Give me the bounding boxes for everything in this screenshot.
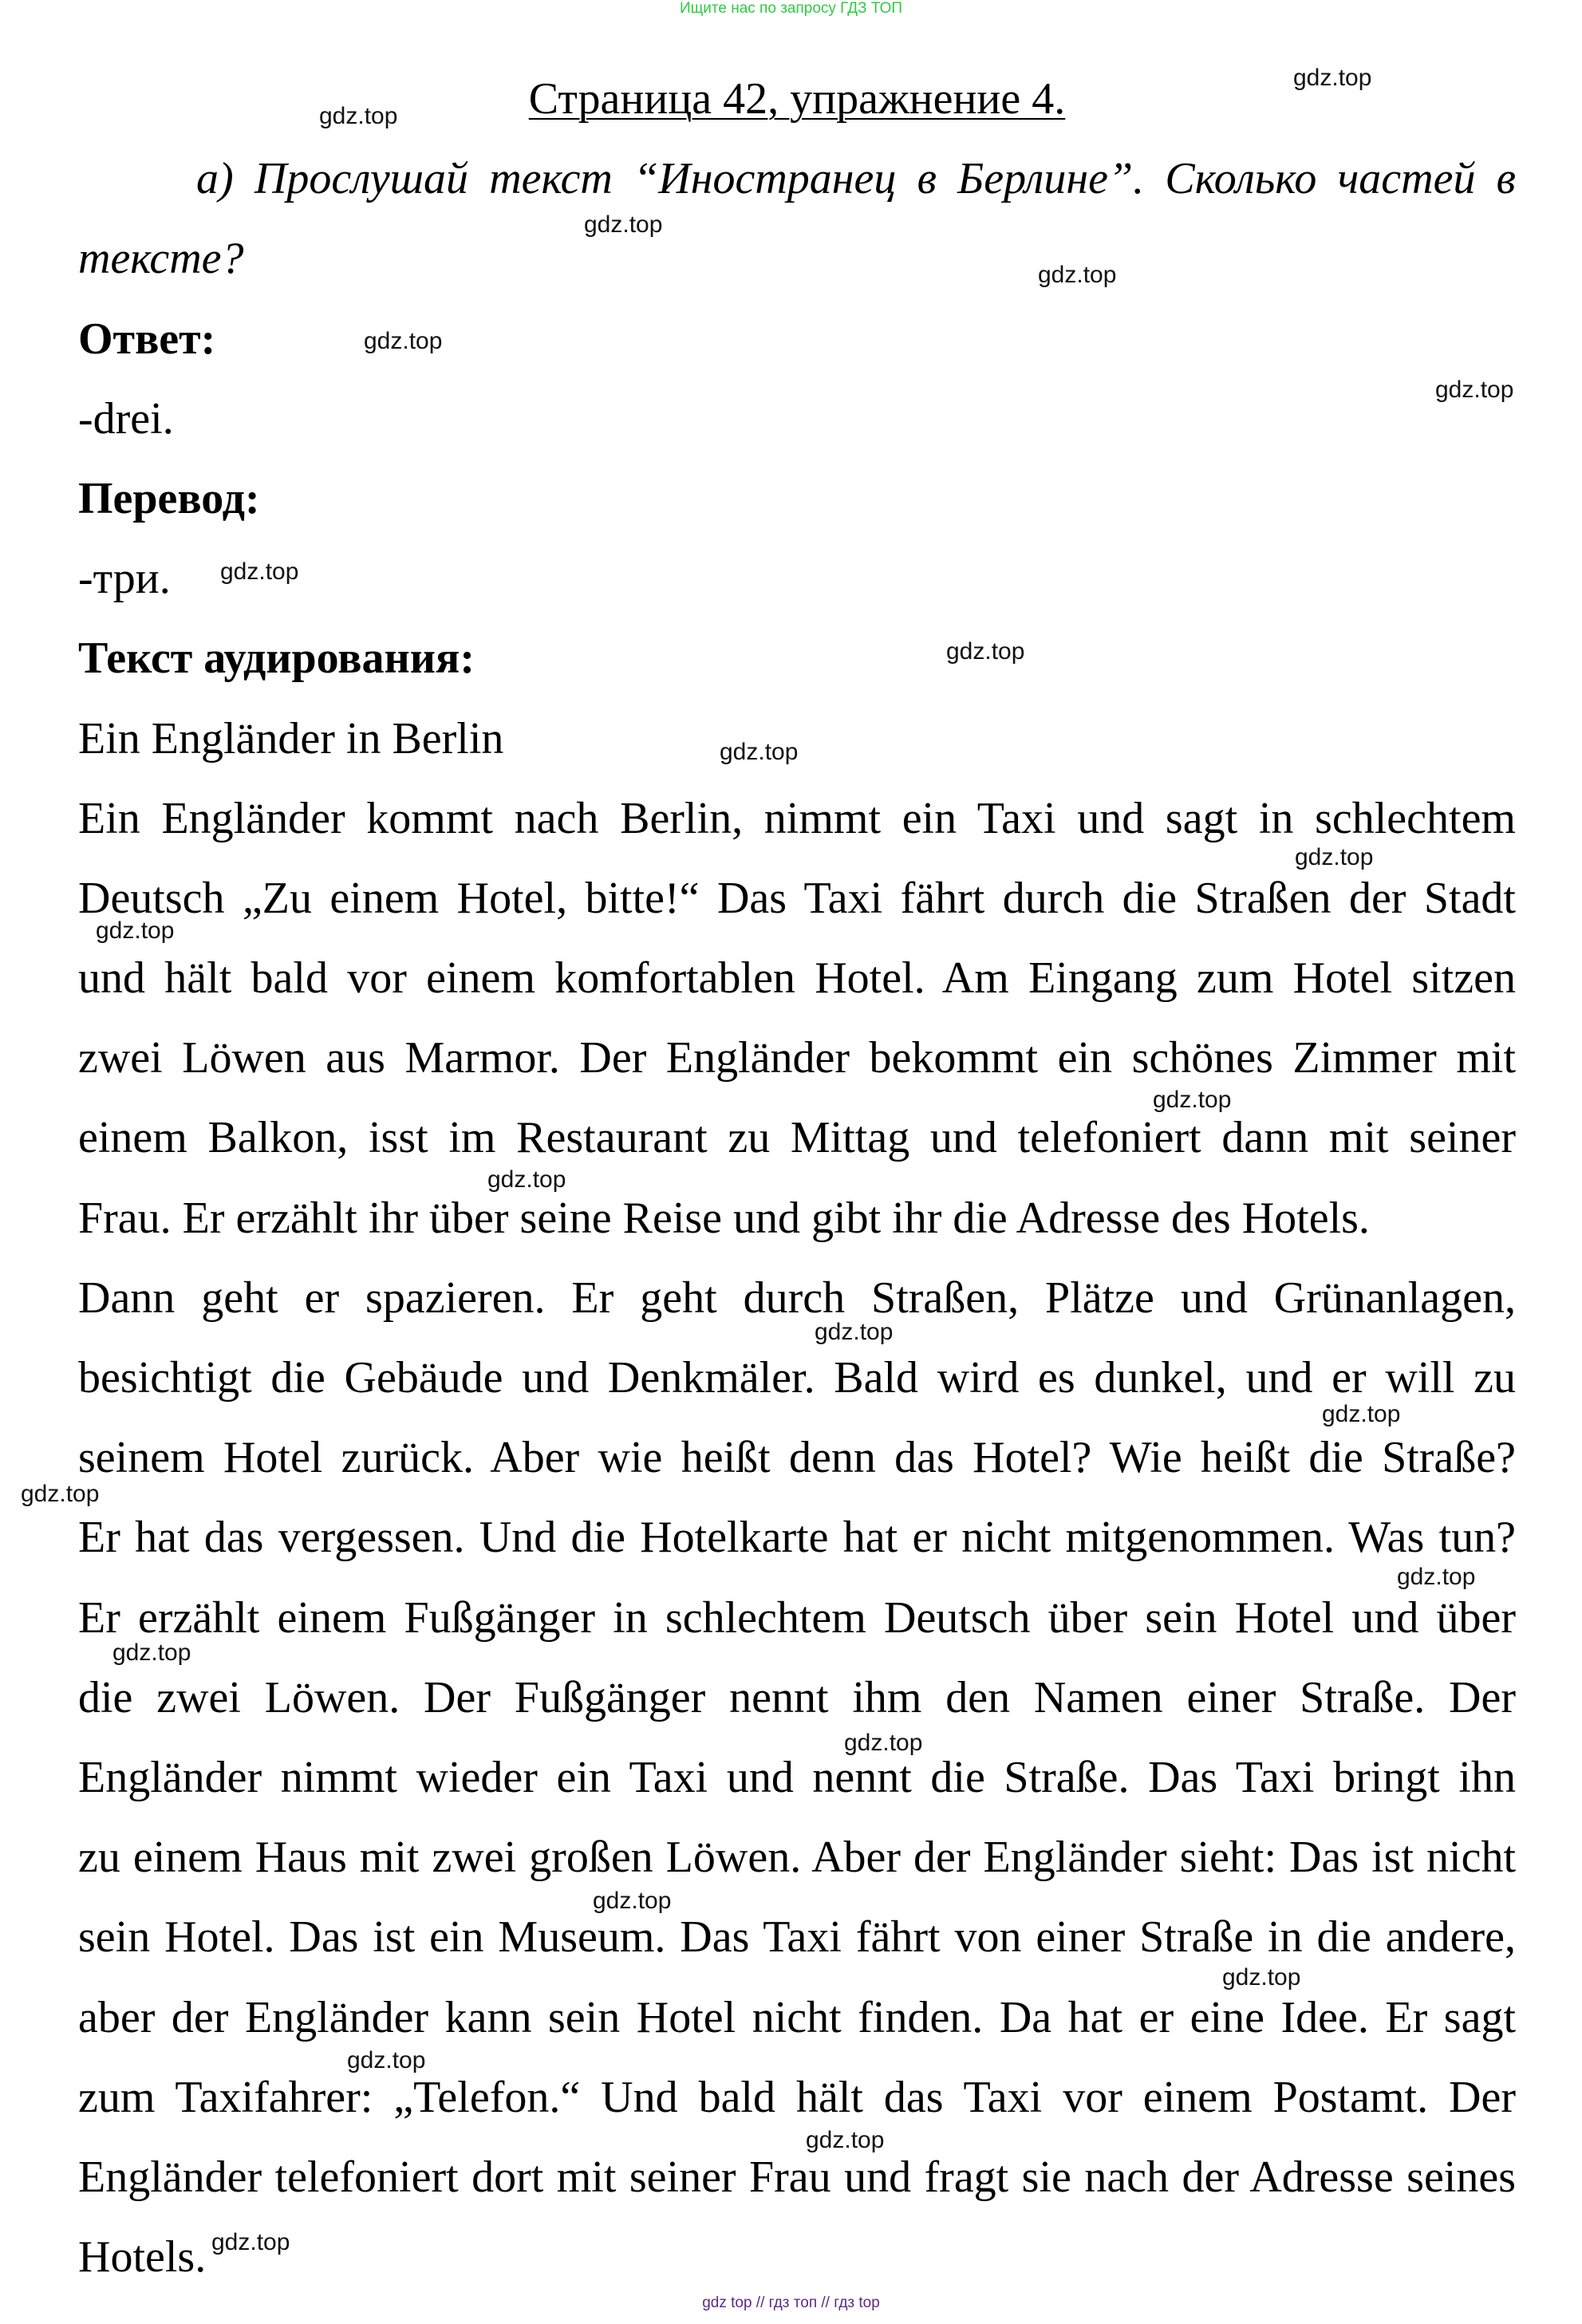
watermark: gdz.top: [1295, 844, 1374, 870]
watermark: gdz.top: [112, 1639, 191, 1666]
watermark: gdz.top: [1222, 1964, 1301, 1991]
text-line: Frau. Er erzählt ihr über seine Reise und gibt ihr die Adresse des Hotels.: [78, 1193, 1370, 1243]
watermark: gdz.top: [487, 1166, 566, 1193]
document-body: [78, 59, 1516, 2297]
text-line: Hotels.: [78, 2232, 207, 2283]
text-line: und hält bald vor einem komfortablen Hotel. Am Eingang zum Hotel sitzen: [78, 953, 1516, 1004]
text-line: Deutsch „Zu einem Hotel, bitte!“ Das Taxi fährt durch die Straßen der Stadt: [78, 873, 1516, 923]
answer-text: -drei.: [78, 393, 174, 444]
text-line: zum Taxifahrer: „Telefon.“ Und bald hält das Taxi vor einem Postamt. Der: [78, 2072, 1516, 2122]
translation-label: Перевод:: [78, 473, 260, 523]
watermark: gdz.top: [946, 638, 1025, 665]
watermark: gdz.top: [1293, 65, 1372, 91]
bottom-banner[interactable]: gdz top // гдз топ // гдз top: [702, 2294, 880, 2311]
text-line: sein Hotel. Das ist ein Museum. Das Taxi fährt von einer Straße in die andere,: [78, 1912, 1516, 1963]
watermark: gdz.top: [347, 2047, 426, 2073]
text-line: die zwei Löwen. Der Fußgänger nennt ihm den Namen einer Straße. Der: [78, 1672, 1516, 1722]
text-line: Engländer nimmt wieder ein Taxi und nennt die Straße. Das Taxi bringt ihn: [78, 1752, 1516, 1802]
watermark: gdz.top: [220, 558, 299, 585]
watermark: gdz.top: [364, 328, 443, 354]
answer-label: Ответ:: [78, 314, 216, 364]
watermark: gdz.top: [584, 211, 663, 238]
listening-text: [78, 779, 1516, 2298]
translation-text: -три.: [78, 554, 171, 604]
top-banner[interactable]: Ищите нас по запросу ГДЗ ТОП: [679, 0, 903, 17]
text-line: Ein Engländer kommt nach Berlin, nimmt ein Taxi und sagt in schlechtem: [78, 793, 1516, 843]
text-line: Er erzählt einem Fußgänger in schlechtem Deutsch über sein Hotel und über: [78, 1592, 1516, 1643]
text-line: Dann geht er spazieren. Er geht durch Straßen, Plätze und Grünanlagen,: [78, 1272, 1516, 1323]
watermark: gdz.top: [96, 917, 175, 944]
watermark: gdz.top: [1435, 377, 1514, 403]
page-title: Страница 42, упражнение 4.: [528, 74, 1066, 124]
watermark: gdz.top: [720, 739, 799, 765]
text-line: besichtigt die Gebäude und Denkmäler. Bald wird es dunkel, und er will zu: [78, 1353, 1516, 1403]
question-line-1: а) Прослушай текст “Иностранец в Берлине”. Сколько частей в: [196, 154, 1516, 204]
text-line: zwei Löwen aus Marmor. Der Engländer bekommt ein schönes Zimmer mit: [78, 1033, 1516, 1083]
watermark: gdz.top: [593, 1888, 672, 1914]
text-line: aber der Engländer kann sein Hotel nicht finden. Da hat er eine Idee. Er sagt: [78, 1992, 1516, 2042]
text-line: Engländer telefoniert dort mit seiner Frau und fragt sie nach der Adresse seines: [78, 2152, 1516, 2202]
watermark: gdz.top: [806, 2127, 885, 2153]
watermark: gdz.top: [844, 1730, 923, 1756]
watermark: gdz.top: [211, 2229, 290, 2255]
question-line-2: тексте?: [78, 234, 244, 284]
watermark: gdz.top: [815, 1319, 894, 1345]
watermark: gdz.top: [319, 103, 398, 129]
text-title: Ein Engländer in Berlin: [78, 713, 504, 763]
watermark: gdz.top: [1153, 1087, 1232, 1113]
watermark: gdz.top: [1322, 1401, 1401, 1427]
watermark: gdz.top: [1038, 262, 1117, 288]
listening-label: Текст аудирования:: [78, 633, 475, 684]
watermark: gdz.top: [1397, 1564, 1476, 1590]
watermark: gdz.top: [21, 1481, 100, 1507]
text-line: zu einem Haus mit zwei großen Löwen. Aber der Engländer sieht: Das ist nicht: [78, 1833, 1516, 1883]
text-line: seinem Hotel zurück. Aber wie heißt denn das Hotel? Wie heißt die Straße?: [78, 1433, 1516, 1483]
text-line: Er hat das vergessen. Und die Hotelkarte hat er nicht mitgenommen. Was tun?: [78, 1513, 1516, 1563]
text-line: einem Balkon, isst im Restaurant zu Mittag und telefoniert dann mit seiner: [78, 1113, 1516, 1163]
